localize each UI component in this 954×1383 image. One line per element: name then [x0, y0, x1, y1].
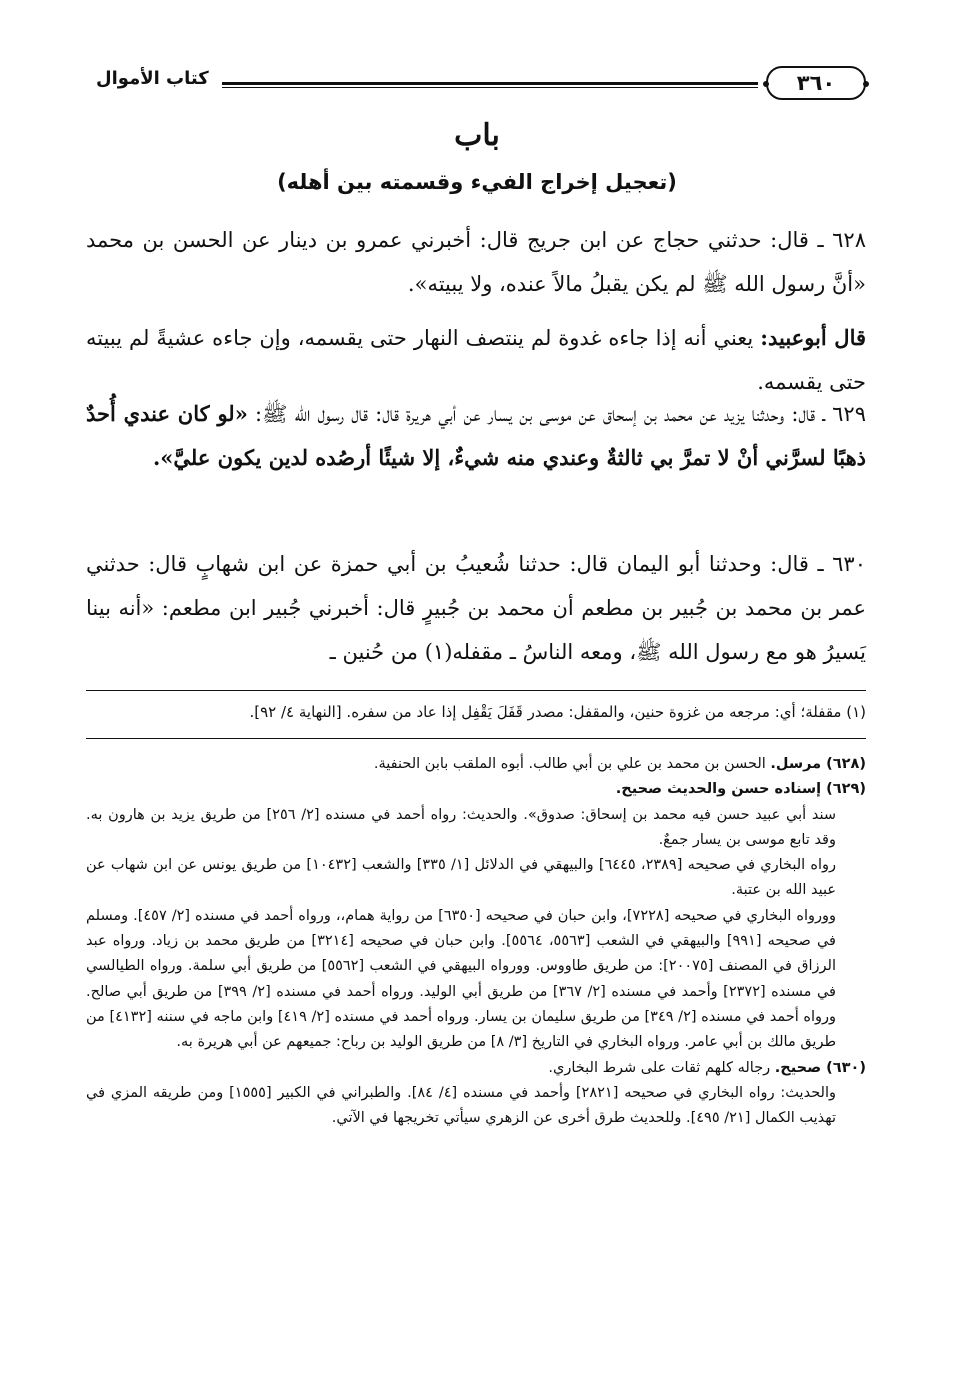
note-630-line: والحديث: رواه البخاري في صحيحه [٢٨٢١] وأحمد في مسنده [٤/ ٨٤]. والطبراني في الكبير [١٥٥٥] ومن طريقه المزي في تهذيب الكمال [٢١/ ٤٩٥]. وللحديث طرق أخرى عن الزهري سيأتي تخريجها في الآتي. — [86, 1084, 837, 1127]
footnote-1: (١) مقفلة؛ أي: مرجعه من غزوة حنين، والمقفل: مصدر قَفَلَ يَقْفِل إذا عاد من سفره. [النهاية ٤/ ٩٢]. — [249, 703, 866, 721]
note-629-line-3: وورواه البخاري في صحيحه [٧٢٢٨]، وابن حبان في صحيحه [٦٣٥٠] من رواية همام،، ورواه أحمد في مسنده [٢/ ٤٥٧]. ومسلم في صحيحه [٩٩١] والبيهقي في الشعب [٥٥٦٣، ٥٥٦٤]. وابن حبان في صحيحه [٣٢١٤] من طريق محمد بن زياد. ورواه عبد الرزاق في المصنف [٢٠٠٧٥]: من طريق طاووس. وورواه البيهقي في الشعب [٥٥٦٢] من طريق أبي سلمة. ورواه الطيالسي في مسنده [٢٣٧٢] وأحمد في مسنده [٢/ ٣٦٧] من طريق أبي الوليد. ورواه أحمد في مسنده [٢/ ٣٩٩] من طريق أبي صالح. ورواه أحمد في مسنده [٢/ ٣٤٩] من طريق سليمان بن يسار. ورواه أحمد في مسنده [٢/ ٤١٩] وابن ماجه في سننه [٤١٣٢] من طريق مالك بن أبي عامر. ورواه البخاري في التاريخ [٣/ ٨] من طريق الوليد بن رباح: جميعهم عن أبي هريرة به. — [86, 907, 837, 1051]
abu-ubaid-text: يعني أنه إذا جاءه غدوة لم ينتصف النهار حتى يقسمه، وإن جاءه عشيةً لم يبيته حتى يقسمه. — [86, 326, 866, 394]
page-number: ٣٦٠ — [766, 66, 866, 100]
abu-ubaid-label: قال أبوعبيد: — [760, 325, 867, 350]
note-630-text: رجاله كلهم ثقات على شرط البخاري. — [548, 1059, 771, 1076]
notes-divider — [86, 738, 866, 739]
hadith-629-quote: «لو كان عندي أُحدٌ ذهبًا لسرَّني أنْ لا تمرَّ بي ثالثةٌ وعندي منه شيءٌ، إلا شيئًا أرصُده لدين يكون عليَّ». — [86, 401, 866, 470]
footnote-divider — [86, 690, 866, 691]
hadith-629 — [86, 392, 866, 480]
note-629-head: (٦٢٩) إسناده حسن والحديث صحيح. — [615, 781, 866, 798]
running-title: كتاب الأموال — [96, 68, 209, 89]
note-630 — [86, 1056, 866, 1081]
chapter-heading: باب — [454, 118, 500, 153]
hadith-629-intro: ٦٢٩ ـ قال: وحدثنا يزيد عن محمد بن إسحاق عن موسى بن يسار عن أبي هريرة قال: قال رسول الله ﷺ: — [255, 402, 866, 426]
note-628 — [86, 752, 866, 777]
note-629-line-1: سند أبي عبيد حسن فيه محمد بن إسحاق: صدوق». والحديث: رواه أحمد في مسنده [٢/ ٢٥٦] من طريق يزيد بن هارون به. وقد تابع موسى بن يسار جمعٌ. — [86, 806, 836, 848]
takhrij-notes — [86, 752, 866, 1131]
chapter-subtitle: (تعجيل إخراج الفيء وقسمته بين أهله) — [277, 170, 677, 194]
hadith-628: ٦٢٨ ـ قال: حدثني حجاج عن ابن جريج قال: أخبرني عمرو بن دينار عن الحسن بن محمد «أنَّ رسول الله ﷺ لم يكن يقبلُ مالاً عنده، ولا يبيته». — [86, 228, 866, 296]
note-629 — [86, 777, 866, 802]
note-628-head: (٦٢٨) مرسل. — [770, 756, 866, 772]
note-629-line-2: رواه البخاري في صحيحه [٢٣٨٩، ٦٤٤٥] والبيهقي في الدلائل [١/ ٣٣٥] والشعب [١٠٤٣٢] من طريق يونس عن ابن شهاب عن عبيد الله بن عتبة. — [86, 857, 837, 899]
header-rule — [222, 82, 758, 88]
page-header — [96, 64, 866, 104]
note-630-head: (٦٣٠) صحيح. — [774, 1059, 866, 1076]
abu-ubaid-comment — [86, 316, 866, 404]
hadith-630: ٦٣٠ ـ قال: وحدثنا أبو اليمان قال: حدثنا شُعيبُ بن أبي حمزة عن ابن شهابٍ قال: حدثني عمر بن محمد بن جُبير بن مطعم أن محمد بن جُبيرٍ قال: أخبرني جُبير ابن مطعم: «أنه بينا يَسيرُ هو مع رسول الله ﷺ، ومعه الناسُ ـ مقفله(١) من حُنين ـ — [86, 552, 866, 664]
note-628-text: الحسن بن محمد بن علي بن أبي طالب. أبوه الملقب بابن الحنفية. — [373, 756, 766, 772]
